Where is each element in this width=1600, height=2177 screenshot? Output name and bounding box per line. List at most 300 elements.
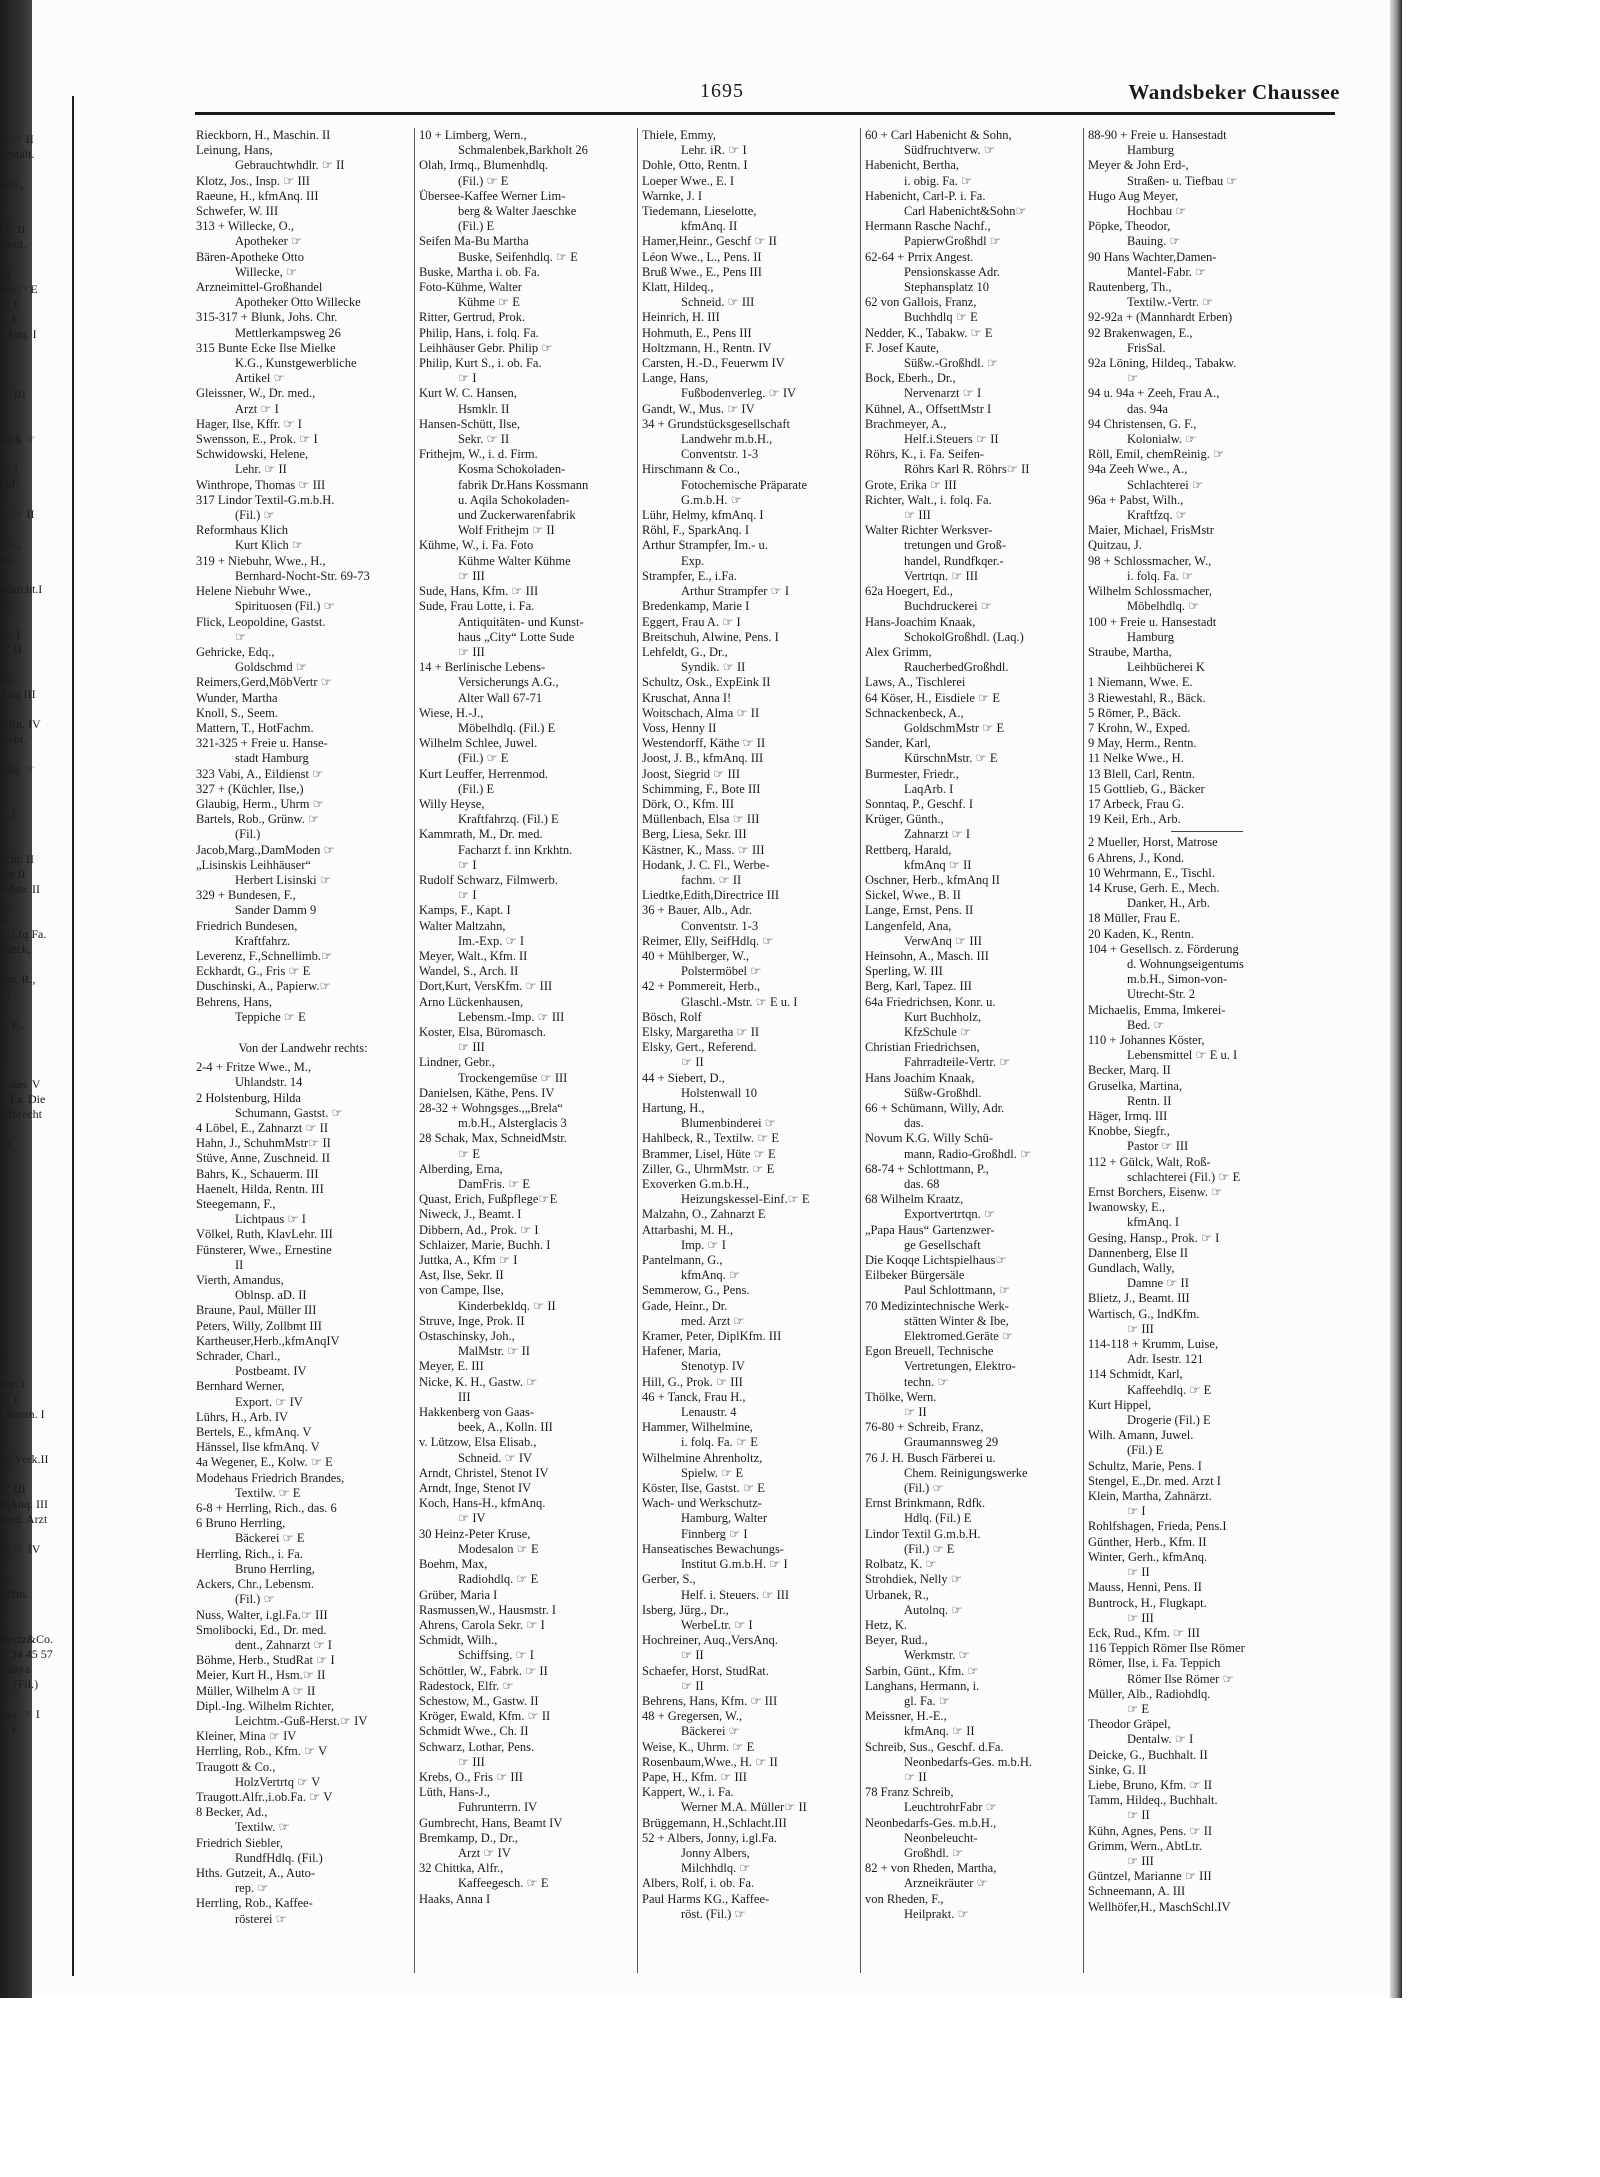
prev-page-text: f. das. V [0,1077,41,1091]
directory-entry: ☞ IV [433,1511,486,1526]
directory-entry: Strohdiek, Nelly ☞ [865,1572,962,1587]
directory-entry: (Fil.) [210,827,261,842]
prev-page-text [0,522,72,537]
directory-entry: Sander Damm 9 [210,903,317,918]
directory-entry: Sperling, W. III [865,964,943,979]
directory-entry: Eilbeker Bürgersäle [865,1268,965,1283]
prev-page-text: III [0,672,12,686]
directory-entry: 5 Römer, P., Bäck. [1088,705,1181,720]
directory-entry: Krebs, O., Fris ☞ III [419,1769,523,1784]
directory-entry: handel, Rundfkqer.- [879,553,1004,568]
directory-entry: Schimming, F., Bote III [642,781,761,796]
directory-entry: Swensson, E., Prok. ☞ I [196,432,318,447]
directory-entry: 44 + Siebert, D., [642,1070,725,1085]
directory-entry: Egon Breuell, Technische [865,1344,994,1359]
directory-entry: haus „City“ Lotte Sude [433,629,575,644]
prev-page-text [0,1302,72,1317]
directory-entry: Utrecht-Str. 2 [1102,987,1196,1002]
directory-entry: Schwidowski, Helene, [196,447,309,462]
directory-entry: Im.-Exp. ☞ I [433,933,525,948]
directory-entry: und Zuckerwarenfabrik [433,508,576,523]
directory-entry: (Fil.) ☞ E [433,173,509,188]
directory-entry: stadt Hamburg [210,751,309,766]
directory-entry: Quast, Erich, Fußpflege☞E [419,1192,558,1207]
directory-entry: Braune, Paul, Müller III [196,1303,317,1318]
prev-page-text: lII [0,267,12,281]
directory-entry: ☞ III [1102,1853,1154,1868]
directory-entry: Röhrs Karl R. Röhrs☞ II [879,462,1030,477]
prev-page-text: n. I [0,1722,16,1736]
directory-entry: Heinrich, H. III [642,310,720,325]
directory-entry: Leinung, Hans, [196,143,273,158]
directory-entry: Hahlbeck, R., Textilw. ☞ E [642,1131,780,1146]
directory-entry: Sude, Hans, Kfm. ☞ III [419,584,539,599]
directory-entry: Bäckerei ☞ E [210,1531,305,1546]
directory-entry: Röll, Emil, chemReinig. ☞ [1088,447,1225,462]
directory-entry: K.G., Kunstgewerbliche [210,356,357,371]
directory-entry: Artikel ☞ [210,371,285,386]
directory-entry: Hohmuth, E., Pens III [642,325,752,340]
directory-entry: 9 May, Herm., Rentn. [1088,736,1197,751]
directory-entry: Mettlerkampsweg 26 [210,325,341,340]
directory-entry: 114 Schmidt, Karl, [1088,1367,1183,1382]
directory-entry: schlachterei (Fil.) ☞ E [1102,1169,1241,1184]
directory-entry: Dörk, O., Kfm. III [642,796,734,811]
directory-entry: Meyer, E. III [419,1359,484,1374]
directory-entry: Carsten, H.-D., Feuerwm IV [642,356,785,371]
prev-page-text [0,1272,72,1287]
directory-entry: Langhans, Hermann, i. [865,1678,980,1693]
directory-entry: 94a Zeeh Wwe., A., [1088,462,1188,477]
prev-page-text [0,1422,72,1437]
directory-entry: „Papa Haus“ Gartenzwer- [865,1222,995,1237]
prev-page-text: ldlq. ☞ [0,762,36,776]
directory-entry: Danker, H., Arb. [1102,896,1210,911]
prev-page-text [0,357,72,372]
directory-entry: Modehaus Friedrich Brandes, [196,1470,345,1485]
directory-entry: Textilw. ☞ [210,1820,290,1835]
directory-entry: Hochreiner, Auq.,VersAnq. [642,1633,778,1648]
directory-entry: Zahnarzt ☞ I [879,827,971,842]
prev-page-text [0,492,72,507]
directory-entry: v. Lützow, Elsa Elisab., [419,1435,537,1450]
prev-page-text: st. ☞ IV [0,1542,41,1556]
directory-entry: Stephansplatz 10 [879,280,990,295]
directory-entry: Wilh. Amann, Juwel. [1088,1428,1194,1443]
prev-page-text [0,192,72,207]
directory-entry: Landwehr m.b.H., [656,432,773,447]
directory-entry: Urbanek, R., [865,1587,929,1602]
directory-entry: Chem. Reinigungswerke [879,1465,1028,1480]
directory-entry: Dannenberg, Else II [1088,1245,1189,1260]
directory-entry: Süßw.-Großhdl. ☞ [879,356,999,371]
directory-entry: das. 94a [1102,401,1168,416]
directory-entry: Häger, Irmq. III [1088,1109,1168,1123]
directory-entry: ☞ III [1102,1321,1154,1336]
directory-entry: Südfruchtverw. ☞ [879,143,995,158]
directory-entry: Schneid. ☞ IV [433,1450,533,1465]
directory-entry: 8 Becker, Ad., [196,1805,268,1820]
directory-entry: Liebe, Bruno, Kfm. ☞ II [1088,1777,1213,1792]
prev-page-text: rb. I [0,627,20,641]
directory-entry: Institut G.m.b.H. ☞ I [656,1557,788,1572]
prev-page-text: . G., [0,537,21,551]
directory-entry: Grimm, Wern., AbtLtr. [1088,1838,1203,1853]
directory-entry: von Rheden, F., [865,1891,944,1906]
directory-entry: Kartheuser,Herb.,kfmAnqIV [196,1333,340,1348]
directory-entry: Habenicht, Carl-P. i. Fa. [865,188,986,203]
directory-entry: Kurt Hippel, [1088,1397,1152,1412]
directory-entry: Schwarz, Lothar, Pens. [419,1739,535,1754]
directory-entry: Vertretungen, Elektro- [879,1359,1016,1374]
column-divider [414,128,415,1973]
directory-entry: Kruschat, Anna I! [642,690,732,705]
directory-entry: Helf.i.Steuers ☞ II [879,432,999,447]
directory-entry: Kraftfahrz. [210,933,291,948]
prev-page-text: , Rentn. I [0,1407,45,1421]
directory-entry: Niweck, J., Beamt. I [419,1207,522,1222]
prev-page-text: ☞ I [0,297,18,311]
directory-entry: 10 + Limberg, Wern., [419,128,527,142]
directory-entry: 92 Brakenwagen, E., [1088,325,1193,340]
directory-entry: ☞ [1102,371,1139,386]
directory-entry: 94 u. 94a + Zeeh, Frau A., [1088,386,1220,401]
directory-entry: Wartisch, G., IndKfm. [1088,1306,1200,1321]
directory-entry: Hager, Ilse, Kffr. ☞ I [196,416,302,431]
directory-entry: Haenelt, Hilda, Rentn. III [196,1181,324,1196]
prev-page-text: r. [0,1062,7,1076]
prev-page-text [0,1032,72,1047]
directory-entry: Exoverken G.m.b.H., [642,1177,749,1192]
directory-entry: 13 Blell, Carl, Rentn. [1088,766,1195,781]
directory-entry: Hahn, J., SchuhmMstr☞ II [196,1136,331,1151]
directory-entry: 88-90 + Freie u. Hansestadt [1088,128,1227,142]
directory-entry: Sander, Karl, [865,736,931,751]
directory-entry: 4 Löbel, E., Zahnarzt ☞ II [196,1121,328,1135]
directory-entry: Iwanowsky, E., [1088,1200,1165,1215]
directory-entry: MalMstr. ☞ II [433,1344,530,1359]
directory-entry: Schestow, M., Gastw. II [419,1693,539,1708]
directory-entry: 60 + Carl Habenicht & Sohn, [865,128,1012,142]
directory-column-1 [196,128,410,1973]
directory-entry: LeuchtrohrFabr ☞ [879,1800,997,1815]
directory-entry: ☞ I [433,371,477,386]
directory-entry: 64 Köser, H., Eisdiele ☞ E [865,690,1000,705]
previous-page-fragment [0,132,72,1952]
directory-entry: ☞ II [1102,1565,1150,1580]
directory-entry: Gesing, Hansp., Prok. ☞ I [1088,1230,1220,1245]
directory-entry: Rosenbaum,Wwe., H. ☞ II [642,1754,778,1769]
directory-entry: Sickel, Wwe., B. II [865,888,961,903]
directory-entry: Kurt Leuffer, Herrenmod. [419,766,549,781]
directory-entry: Becker, Marq. II [1088,1063,1171,1078]
directory-entry: Hermann Rasche Nachf., [865,219,991,234]
directory-entry: 70 Medizintechnische Werk- [865,1298,1009,1313]
directory-entry: Holstenwall 10 [656,1085,758,1100]
directory-entry: Postbeamt. IV [210,1364,307,1379]
directory-entry: Sarbin, Günt., Kfm. ☞ [865,1663,979,1678]
prev-page-text: Hertz&Co. [0,1632,53,1646]
directory-entry: Lehr. iR. ☞ I [656,143,747,158]
directory-entry: 2 Mueller, Horst, Matrose [1088,835,1218,850]
directory-entry: ☞ III [433,568,485,583]
prev-page-text [0,1122,72,1137]
directory-entry: Kühme, W., i. Fa. Foto [419,538,534,553]
prev-page-text: ehr. I [0,1377,25,1391]
directory-entry: Westendorff, Käthe ☞ II [642,736,766,751]
directory-entry: 327 + (Küchler, Ilse,) [196,781,304,796]
directory-entry: Lenaustr. 4 [656,1405,737,1420]
directory-entry: Autolnq. ☞ [879,1602,963,1617]
directory-entry: Lebensm.-Imp. ☞ III [433,1009,565,1024]
directory-entry: fachm. ☞ II [656,872,742,887]
directory-entry: Kraftfzq. ☞ [1102,508,1187,523]
prev-page-text: ll. ☞ II [0,507,35,521]
directory-entry: i. obig. Fa. ☞ [879,173,973,188]
prev-page-text [0,1212,72,1227]
prev-page-text: chf. [0,477,19,491]
prev-page-text: geb., [0,177,24,191]
directory-entry: Schultz, Marie, Pens. I [1088,1458,1202,1473]
directory-entry: 116 Teppich Römer Ilse Römer [1088,1641,1245,1656]
directory-entry: 110 + Johannes Köster, [1088,1032,1205,1047]
directory-entry: KürschnMstr. ☞ E [879,751,998,766]
directory-entry: Glaschl.-Mstr. ☞ E u. I [656,994,798,1009]
directory-entry: Hill, G., Prok. ☞ III [642,1374,743,1389]
directory-entry: Möbelhdlq. ☞ [1102,599,1200,614]
directory-entry: Reformhaus Klich [196,523,288,538]
directory-entry: Nervenarzt ☞ I [879,386,982,401]
prev-page-text: ınn. R., [0,972,36,986]
directory-entry: Hugo Aug Meyer, [1088,188,1179,203]
directory-entry: Gumbrecht, Hans, Beamt IV [419,1815,563,1830]
directory-entry: Textilw. ☞ E [210,1485,301,1500]
directory-entry: Isberg, Jürg., Dr., [642,1602,729,1617]
directory-entry: Kosma Schokoladen- [433,462,566,477]
directory-entry: Beyer, Rud., [865,1633,928,1648]
directory-entry: KfzSchule ☞ [879,1024,972,1039]
directory-entry: 92a Löning, Hildeq., Tabakw. [1088,356,1237,371]
directory-entry: Fußbodenverleg. ☞ IV [656,386,797,401]
directory-entry: Duschinski, A., Papierw.☞ [196,979,331,994]
directory-entry: Bertels, E., kfmAnq. V [196,1425,312,1440]
prev-page-text: h. [0,1617,9,1631]
directory-entry: Glaubig, Herm., Uhrm ☞ [196,796,324,811]
directory-entry: Rudolf Schwarz, Filmwerb. [419,872,558,887]
directory-entry: ☞ II [656,1678,704,1693]
directory-entry: Gerber, S., [642,1572,696,1587]
directory-entry: Leverenz, F.,Schnellimb.☞ [196,948,333,963]
prev-page-text: Albrecht [0,1107,42,1121]
directory-entry: Sinke, G. II [1088,1762,1147,1777]
prev-page-text [0,372,72,387]
directory-entry: das. 68 [879,1177,940,1192]
directory-entry: 36 + Bauer, Alb., Adr. [642,903,753,918]
directory-entry: 17 Arbeck, Frau G. [1088,796,1185,811]
directory-entry: Rohlfshagen, Frieda, Pens.I [1088,1519,1227,1534]
directory-entry: Graumannsweg 29 [879,1435,999,1450]
directory-entry: Hths. Gutzeit, A., Auto- [196,1865,316,1880]
directory-entry: Kurt Buchholz, [879,1009,982,1024]
directory-entry: Rasmussen,W., Hausmstr. I [419,1602,557,1617]
gutter-rule [72,96,74,1976]
directory-entry: (Fil.) E [433,781,495,796]
directory-entry: berg & Walter Jaeschke [433,204,577,219]
directory-entry: Ast, Ilse, Sekr. II [419,1268,504,1283]
directory-entry: Schaefer, Horst, StudRat. [642,1663,769,1678]
directory-entry: von Campe, Ilse, [419,1283,504,1298]
header-rule [195,112,1335,115]
directory-entry: GoldschmMstr ☞ E [879,720,1005,735]
directory-entry: Exp. [656,553,705,568]
directory-entry: i. folq. Fa. ☞ [1102,568,1194,583]
directory-entry: HolzVertrtq ☞ V [210,1774,321,1789]
directory-entry: Hamburg [1102,629,1174,644]
prev-page-text: rMstr. II [0,882,40,896]
directory-entry: Tamm, Hildeq., Buchhalt. [1088,1793,1218,1808]
directory-entry: Lindner, Gebr., [419,1055,495,1070]
directory-entry: Arzneimittel-Großhandel [196,280,323,295]
directory-entry: Frithejm, W., i. d. Firm. [419,447,538,462]
directory-entry: ☞ I [433,888,477,903]
directory-entry: ☞ I [1102,1504,1146,1519]
directory-entry: das. [879,1116,924,1131]
prev-page-text [0,1527,72,1542]
directory-entry: Imp. ☞ I [656,1237,726,1252]
directory-entry: Wolf Frithejm ☞ II [433,523,555,538]
prev-page-text: ☞ III [0,387,26,401]
prev-page-text: Yahya [0,1662,31,1676]
directory-entry: Herrling, Rich., i. Fa. [196,1546,303,1561]
directory-entry: Schmidt, Wilh., [419,1633,498,1648]
directory-entry: Rieckborn, H., Maschin. II [196,128,331,142]
directory-entry: Dentalw. ☞ I [1102,1732,1194,1747]
directory-entry: 2-4 + Fritze Wwe., M., [196,1060,312,1075]
directory-entry: Philip, Hans, i. folq. Fa. [419,325,539,340]
directory-entry: Behrens, Hans, Kfm. ☞ III [642,1693,778,1708]
directory-entry: fabrik Dr.Hans Kossmann [433,477,589,492]
directory-entry: Hartung, H., [642,1101,705,1115]
directory-entry: Arzt ☞ I [210,401,279,416]
directory-entry: Olah, Irmq., Blumenhdlq. [419,158,549,173]
directory-entry: Neonbedarfs-Ges. m.b.H., [865,1815,997,1830]
directory-entry: Raeune, H., kfmAnq. III [196,188,319,203]
prev-page-text: Vieck, [0,942,31,956]
directory-entry: Ernst Borchers, Eisenw. ☞ [1088,1185,1223,1200]
directory-entry: (Fil.) ☞ E [433,751,509,766]
directory-entry: Eggert, Frau A. ☞ I [642,614,741,629]
directory-entry: 96a + Pabst, Wilh., [1088,492,1184,507]
directory-entry: Weise, K., Uhrm. ☞ E [642,1739,755,1754]
directory-entry: Woitschach, Alma ☞ II [642,705,760,720]
directory-entry: Kinderbekldq. ☞ II [433,1298,556,1313]
directory-entry: Gehricke, Edq., [196,644,275,659]
directory-entry: Fünsterer, Wwe., Ernestine [196,1242,332,1257]
directory-entry: (Fil.) ☞ [879,1481,944,1496]
directory-entry: Adr. Isestr. 121 [1102,1352,1204,1367]
page-edge [1390,0,1402,1998]
directory-entry: Hodank, J. C. Fl., Werbe- [642,857,770,872]
directory-entry: III [433,1389,471,1404]
directory-entry: 62-64 + Prrix Angest. [865,249,974,264]
prev-page-text [0,1437,72,1452]
directory-entry: Elsky, Margaretha ☞ II [642,1024,760,1039]
directory-entry: Buske, Martha i. ob. Fa. [419,264,540,279]
prev-page-text [0,1467,72,1482]
prev-page-text: III [0,552,12,566]
directory-entry: Schultz, Osk., ExpEink II [642,675,771,690]
prev-page-text: acht. II [0,852,34,866]
directory-entry: Leihhäuser Gebr. Philip ☞ [419,340,553,355]
directory-entry: Langenfeld, Ana, [865,918,952,933]
directory-entry: Völkel, Ruth, KlavLehr. III [196,1227,333,1242]
prev-page-text: I [0,447,4,461]
directory-entry: 18 Müller, Frau E. [1088,911,1181,926]
directory-entry: Winthrope, Thomas ☞ III [196,477,326,492]
directory-entry: Wiese, H.-J., [419,705,484,720]
directory-entry: Hänssel, Ilse kfmAnq. V [196,1440,320,1455]
directory-entry: Klein, Martha, Zahnärzt. [1088,1489,1212,1504]
directory-entry: Hammer, Wilhelmine, [642,1420,753,1435]
directory-entry: Heizungskessel-Einf.☞ E [656,1192,810,1207]
prev-page-text [0,1182,72,1197]
directory-entry: Nicke, K. H., Gastw. ☞ [419,1374,538,1389]
directory-entry: Helf. i. Steuers. ☞ III [656,1587,790,1602]
directory-entry: Meier, Kurt H., Hsm.☞ II [196,1668,326,1683]
directory-entry: (Fil.) E [1102,1443,1164,1458]
directory-entry: Herbert Lisinski ☞ [210,872,331,887]
directory-entry: Leichtm.-Guß-Herst.☞ IV [210,1713,368,1728]
directory-entry: Ziller, G., UhrmMstr. ☞ E [642,1161,775,1176]
directory-entry: 2 Holstenburg, Hilda [196,1090,301,1105]
prev-page-text [0,777,72,792]
directory-entry: Die Koqqe Lichtspielhaus☞ [865,1253,1007,1268]
directory-entry: 62a Hoegert, Ed., [865,584,953,599]
directory-entry: Leihbücherei K [1102,660,1206,675]
directory-entry: Ritter, Gertrud, Prok. [419,310,526,325]
directory-entry: Flick, Leopoldine, Gastst. [196,614,326,629]
directory-entry: Günther, Herb., Kfm. II [1088,1534,1207,1549]
directory-entry: Vierth, Amandus, [196,1273,284,1288]
directory-entry: Röhrs, K., i. Fa. Seifen- [865,447,985,462]
directory-entry: Klotz, Jos., Insp. ☞ III [196,173,310,188]
prev-page-text [0,612,72,627]
directory-entry: Bed. ☞ [1102,1017,1165,1032]
directory-entry: LaqArb. I [879,781,954,796]
directory-entry: 68-74 + Schlottmann, P., [865,1161,989,1176]
directory-entry: Rautenberg, Th., [1088,280,1172,295]
directory-entry: Schumann, Gastst. ☞ [210,1105,343,1120]
directory-entry: 90 Hans Wachter,Damen- [1088,249,1217,264]
directory-entry: Mauss, Henni, Pens. II [1088,1580,1202,1595]
directory-entry: Warnke, J. I [642,188,703,203]
directory-entry: Nedder, K., Tabakw. ☞ E [865,325,993,340]
directory-entry: 15 Gottlieb, G., Bäcker [1088,781,1205,796]
directory-entry: Stengel, E.,Dr. med. Arzt I [1088,1473,1221,1488]
directory-entry: Brüggemann, H.,Schlacht.III [642,1815,787,1830]
prev-page-text: elw.☞E [0,282,38,296]
directory-entry: Neonbeleucht- [879,1830,978,1845]
directory-entry: Strampfer, E., i.Fa. [642,568,737,583]
directory-entry: Schiffsing. ☞ I [433,1648,534,1663]
directory-entry: „Lisinskis Leihhäuser“ [196,857,311,872]
directory-entry: Albers, Rolf, i. ob. Fa. [642,1876,755,1891]
prev-page-text [0,1242,72,1257]
directory-entry: Schlaizer, Marie, Buchh. I [419,1237,551,1252]
directory-entry: Hamburg [1102,143,1174,158]
directory-column-5 [1088,128,1326,1973]
directory-entry: Reimers,Gerd,MöbVertr ☞ [196,675,332,690]
